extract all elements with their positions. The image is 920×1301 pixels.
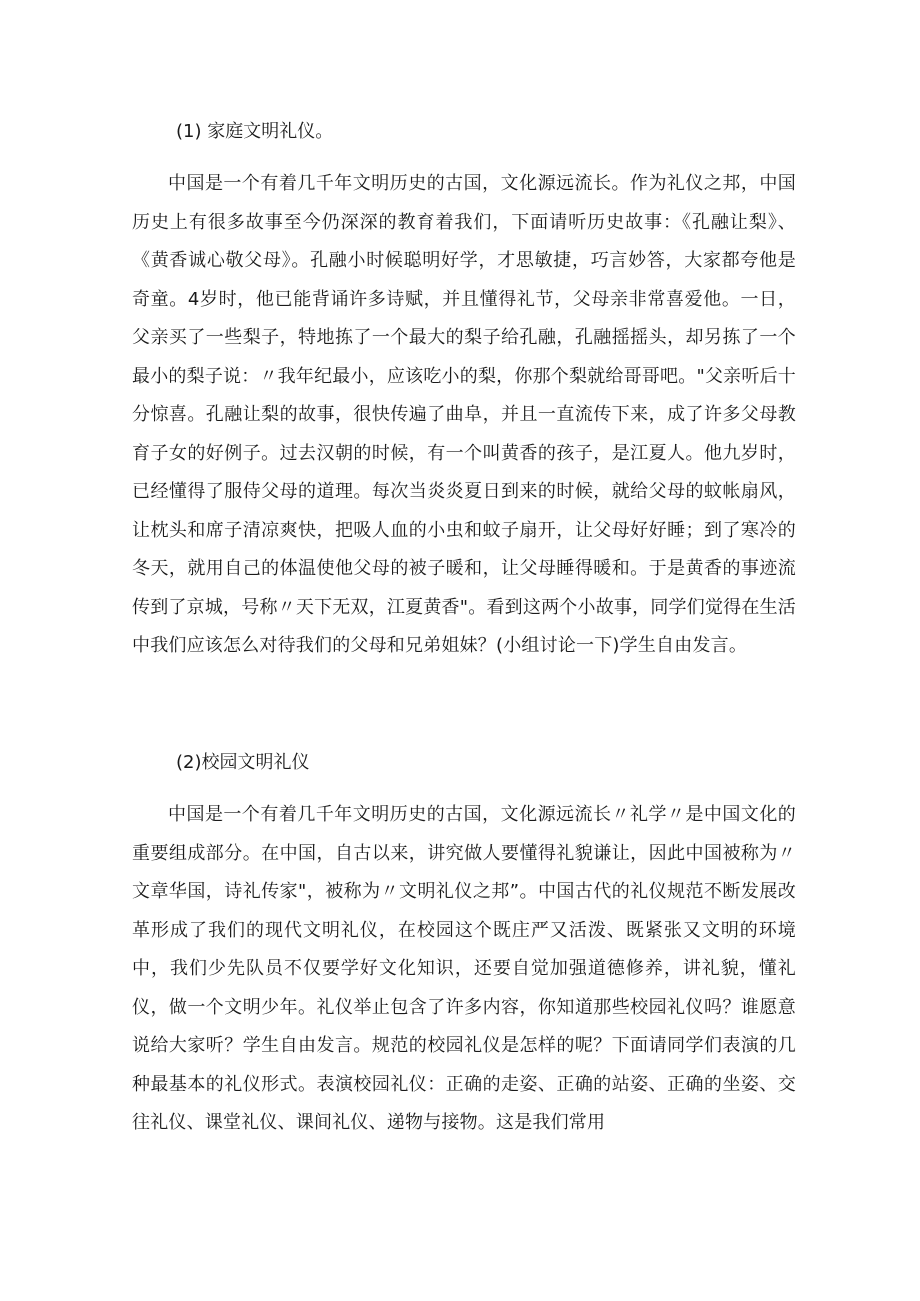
section-heading-campus-etiquette: (2)校园文明礼仪 xyxy=(176,752,310,773)
paragraph-family-etiquette: 中国是一个有着几千年文明历史的古国，文化源远流长。作为礼仪之邦，中国历史上有很多故事至今仍深深的教育着我们，下面请听历史故事：《孔融让梨》、《黄香诚心敬父母》。孔融小时候聪明好学，才思敏捷，巧言妙答，大家都夸他是奇童。4岁时，他已能背诵许多诗赋，并且懂得礼节，父母亲非常喜爱他。一日，父亲买了一些梨子，特地拣了一个最大的梨子给孔融，孔融摇摇头，却另拣了一个最小的梨子说：〃我年纪最小，应该吃小的梨，你那个梨就给哥哥吧。"父亲听后十分惊喜。孔融让梨的故事，很快传遍了曲阜，并且一直流传下来，成了许多父母教育子女的好例子。过去汉朝的时候，有一个叫黄香的孩子，是江夏人。他九岁时，已经懂得了服侍父母的道理。每次当炎炎夏日到来的时候，就给父母的蚊帐扇风，让枕头和席子清凉爽快，把吸人血的小虫和蚊子扇开，让父母好好睡；到了寒冷的冬天，就用自己的体温使他父母的被子暖和，让父母睡得暖和。于是黄香的事迹流传到了京城，号称〃天下无双，江夏黄香"。看到这两个小故事，同学们觉得在生活中我们应该怎么对待我们的父母和兄弟姐妹？(小组讨论一下)学生自由发言。 xyxy=(132,173,796,656)
paragraph-campus-etiquette: 中国是一个有着几千年文明历史的古国，文化源远流长〃礼学〃是中国文化的重要组成部分。在中国，自古以来，讲究做人要懂得礼貌谦让，因此中国被称为〃文章华国，诗礼传家"，被称为〃文明礼仪之邦”。中国古代的礼仪规范不断发展改革形成了我们的现代文明礼仪，在校园这个既庄严又活泼、既紧张又文明的环境中，我们少先队员不仅要学好文化知识，还要自觉加强道德修养，讲礼貌，懂礼仪，做一个文明少年。礼仪举止包含了许多内容，你知道那些校园礼仪吗？谁愿意说给大家听？学生自由发言。规范的校园礼仪是怎样的呢？下面请同学们表演的几种最基本的礼仪形式。表演校园礼仪：正确的走姿、正确的站姿、正确的坐姿、交往礼仪、课堂礼仪、课间礼仪、递物与接物。这是我们常用 xyxy=(132,804,796,1133)
section-heading-family-etiquette: (1) 家庭文明礼仪。 xyxy=(176,121,334,142)
